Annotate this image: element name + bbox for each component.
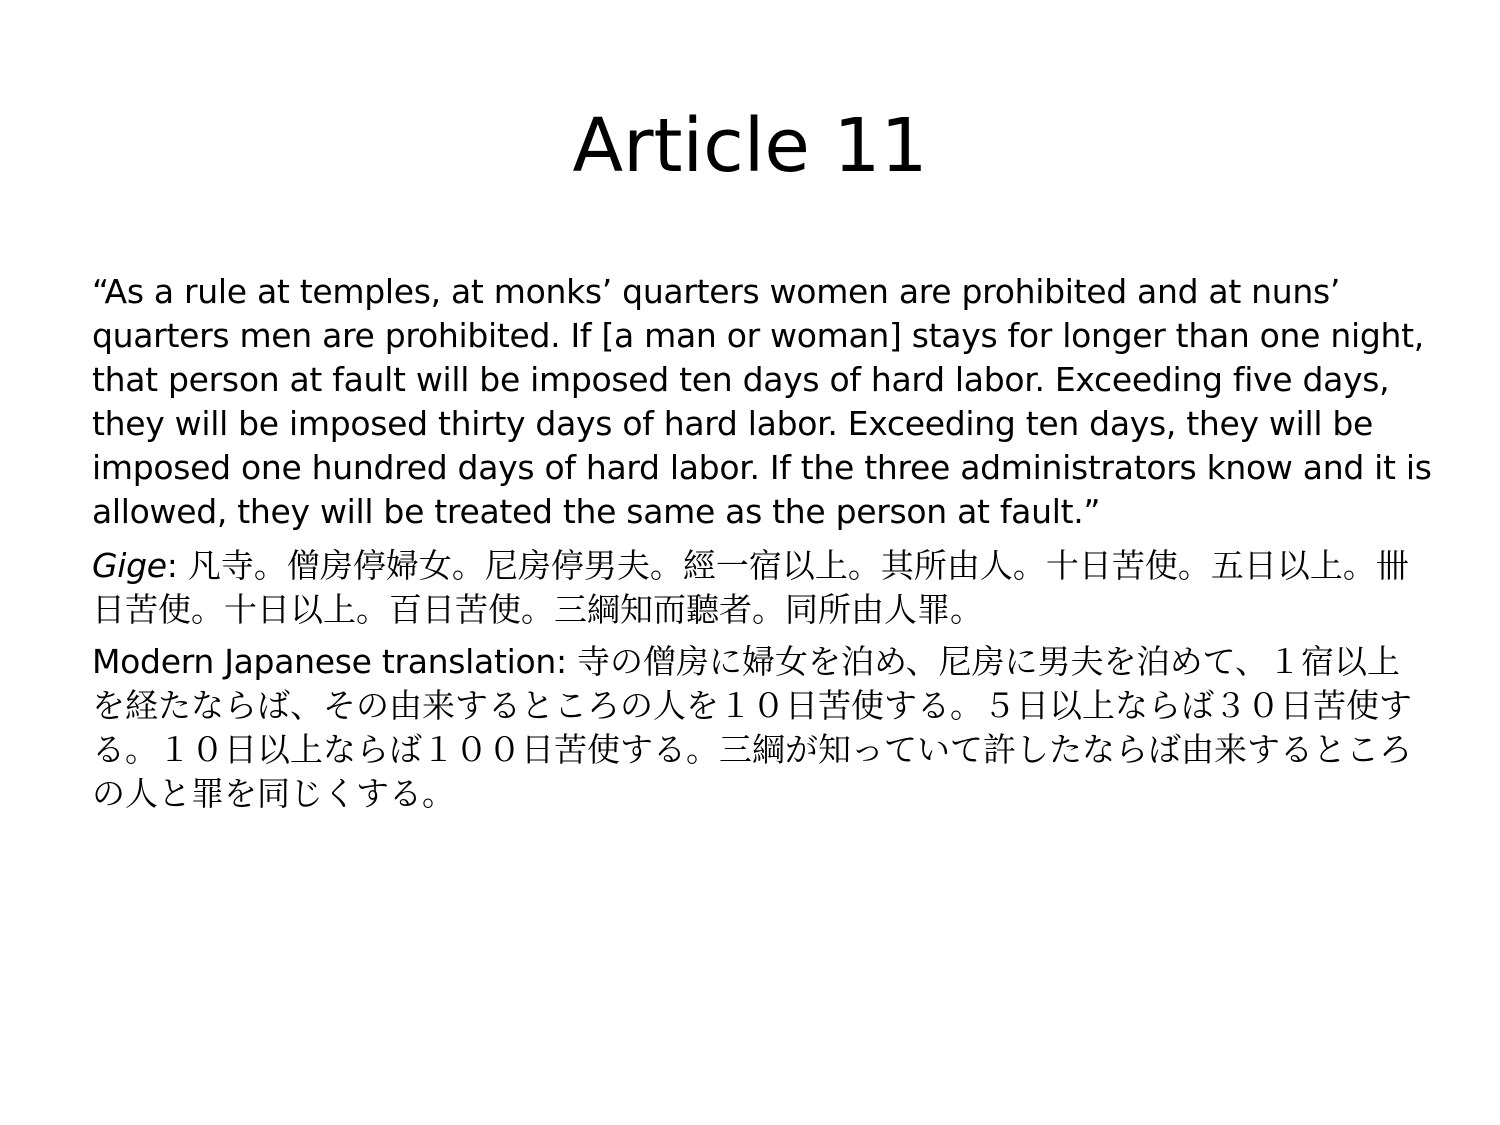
gige-paragraph — [92, 544, 1432, 632]
modern-japanese-text: 寺の僧房に婦女を泊め、尼房に男夫を泊めて、１宿以上を経たならば、その由来するところの人を１０日苦使する。５日以上ならば３０日苦使する。１０日以上ならば１００日苦使する。三綱が知っていて許したならば由来するところの人と罪を同じくする。 — [92, 642, 1412, 813]
gige-label: Gige — [92, 546, 167, 585]
english-translation-quote: “As a rule at temples, at monks’ quarters women are prohibited and at nuns’ quarters men are prohibited. If [a man or woman] stays for longer than one night, that person at fault will be imposed ten days of hard labor. Exceeding five days, they will be imposed thirty days of hard labor. Exceeding ten days, they will be imposed one hundred days of hard labor. If the three administrators know and it is allowed, they will be treated the same as the person at fault.” — [92, 272, 1432, 531]
gige-separator: : — [166, 546, 188, 585]
gige-text: 凡寺。僧房停婦女。尼房停男夫。經一宿以上。其所由人。十日苦使。五日以上。卌日苦使。十日以上。百日苦使。三綱知而聽者。同所由人罪。 — [92, 546, 1409, 629]
modern-japanese-label: Modern Japanese translation: — [92, 642, 577, 681]
slide-body — [92, 270, 1432, 824]
slide-title: Article 11 — [572, 103, 928, 189]
modern-japanese-paragraph — [92, 640, 1432, 816]
